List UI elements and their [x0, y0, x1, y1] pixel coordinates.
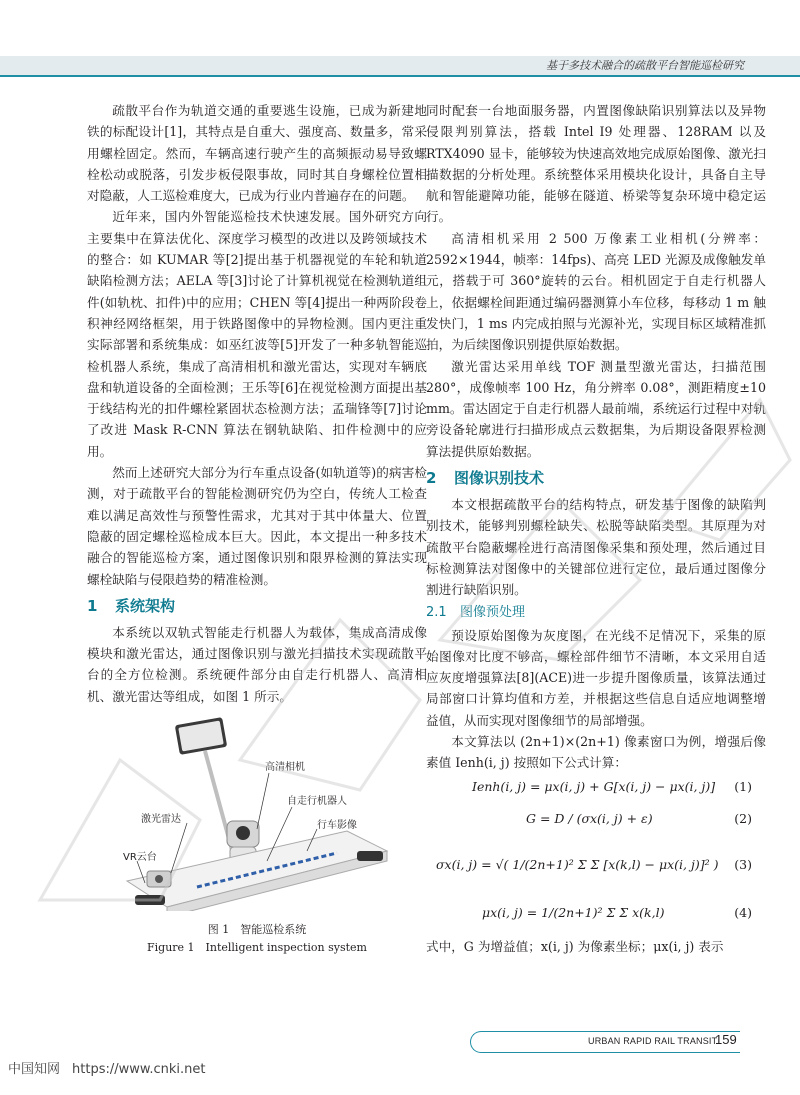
subsection-title: 图像预处理	[460, 604, 526, 620]
lidar-icon	[147, 871, 171, 887]
label-camera: 高清相机	[265, 762, 305, 774]
paragraph: 本文算法以 (2n+1)×(2n+1) 像素窗口为例，增强后像素值 Ienh(i, j) 按照如下公式计算：	[426, 734, 766, 771]
paragraph: 高清相机采用 2 500 万像素工业相机(分辨率：2592×1944，帧率：14fps)、高亮 LED 光源及成像触发单元，搭载于可 360°旋转的云台。相机固定于自走行机器人上，依据螺栓间距通过编码器测算小车位移，每移动 1 m 触发快门，1 ms 内完成拍照与光源补光，实现目标区域精准抓拍，为后续图像识别提供原始数据。	[426, 230, 766, 353]
equation-1	[426, 774, 766, 800]
equation-2	[426, 800, 766, 840]
equation-text: G = D / (σx(i, j) + ε)	[526, 810, 653, 826]
cnki-footer	[8, 1058, 205, 1077]
subsection-heading	[426, 601, 766, 625]
paragraph: 激光雷达采用单线 TOF 测量型激光雷达，扫描范围 280°，成像帧率 100 Hz，角分辨率 0.08°，测距精度±10 mm。雷达固定于自走行机器人最前端，系统运行过程中对轨旁设备轮廓进行扫描形成点云数据集，为后期设备限界检测算法提供原始数据。	[426, 358, 766, 459]
paragraph: 本系统以双轨式智能走行机器人为载体，集成高清成像模块和激光雷达，通过图像识别与激光扫描技术实现疏散平台的全方位检测。系统硬件部分由自走行机器人、高清相机、激光雷达等组成，如图 1 所示。	[87, 624, 427, 704]
equation-number: (3)	[734, 856, 752, 872]
equation-number: (4)	[734, 904, 752, 920]
equation-text: Ienh(i, j) = μx(i, j) + G[x(i, j) − μx(i, j)]	[472, 778, 716, 794]
footer-journal-name: URBAN RAPID RAIL TRANSIT	[588, 1036, 718, 1046]
section-number: 2	[426, 469, 437, 488]
equation-number: (2)	[734, 810, 752, 826]
section-heading	[87, 590, 427, 622]
section-title: 图像识别技术	[454, 469, 545, 488]
equation-number: (1)	[734, 778, 752, 794]
paragraph: 式中，G 为增益值；x(i, j) 为像素坐标；μx(i, j) 表示	[426, 938, 724, 954]
paragraph: 疏散平台作为轨道交通的重要逃生设施，已成为新建地铁的标配设计[1]，其特点是自重大、强度高、数量多，常采用螺栓固定。然而，车辆高速行驶产生的高频振动易导致螺栓松动或脱落，引发步板侵限事故，同时其自身螺栓位置相对隐蔽，人工巡检难度大，已成为行业内普遍存在的问题。	[87, 103, 427, 204]
running-header-title: 基于多技术融合的疏散平台智能巡检研究	[546, 59, 744, 72]
section-title: 系统架构	[115, 596, 176, 615]
label-lidar: 激光雷达	[141, 814, 181, 826]
equation-4	[426, 892, 766, 936]
paragraph: 本文根据疏散平台的结构特点，研发基于图像的缺陷判别技术，能够判别螺栓缺失、松脱等缺陷类型。其原理为对疏散平台隐蔽螺栓进行高清图像采集和预处理，然后通过目标检测算法对图像中的关键部位进行定位，最后通过图像分割进行缺陷识别。	[426, 497, 766, 598]
figure-caption-cn: 图 1 智能巡检系统	[207, 923, 307, 937]
header-rule	[0, 75, 800, 77]
figure-caption-en: Figure 1 Intelligent inspection system	[147, 941, 367, 955]
label-imaging: 行车影像	[317, 820, 357, 832]
right-column	[426, 100, 766, 957]
cnki-name: 中国知网	[8, 1062, 61, 1077]
robot-illustration	[87, 711, 427, 911]
paragraph: 然而上述研究大部分为行车重点设备(如轨道等)的病害检测，对于疏散平台的智能检测研究仍为空白，传统人工检查难以满足高效性与预警性需求，尤其对于其中体量大、位置隐蔽的固定螺栓巡检成本巨大。因此，本文提出一种多技术融合的智能巡检方案，通过图像识别和限界检测的算法实现螺栓缺陷与侵限趋势的精准检测。	[87, 465, 427, 587]
paragraph: 预设原始图像为灰度图，在光线不足情况下，采集的原始图像对比度不够高，螺栓部件细节不清晰，本文采用自适应灰度增强算法[8](ACE)进一步提升图像质量，该算法通过局部窗口计算均值和方差，并根据这些信息自适应地调整增益值，从而实现对图像细节的局部增强。	[426, 627, 766, 728]
figure-inspection-system	[87, 711, 427, 921]
subsection-number: 2.1	[426, 604, 447, 620]
section-heading	[426, 462, 766, 494]
left-column	[87, 100, 427, 957]
paragraph: 同时配套一台地面服务器，内置图像缺陷识别算法以及异物侵限判别算法，搭载 Intel I9 处理器、128RAM 以及 RTX4090 显卡，能够较为快速高效地完成原始图像、激光扫描数据的分析处理。系统整体采用模块化设计，具备自主导航和智能避障功能，能够在隧道、桥梁等复杂环境中稳定运行。	[426, 103, 766, 225]
cnki-url[interactable]: https://www.cnki.net	[72, 1062, 206, 1077]
label-robot: 自走行机器人	[287, 796, 347, 808]
tablet-icon	[175, 717, 227, 755]
paragraph: 近年来，国内外智能巡检技术快速发展。国外研究方向主要集中在算法优化、深度学习模型的改进以及跨领域技术的整合：如 KUMAR 等[2]提出基于机器视觉的车轮和轨道缺陷检测方法；AELA 等[3]讨论了计算机视觉在检测轨道组件(如轨枕、扣件)中的应用；CHEN 等[4]提出一种两阶段卷积神经网络框架，用于铁路图像中的异物检测。国内更注重实际部署和系统集成：如巫红波等[5]开发了一种多轨智能巡检机器人系统，集成了高清相机和激光雷达，实现对车辆底盘和轨道设备的全面检测；王乐等[6]在视觉检测方面提出基于线结构光的扣件螺栓紧固状态检测方法；孟瑞锋等[7]讨论了改进 Mask R-CNN 算法在钢轨缺陷、扣件检测中的应用。	[87, 209, 427, 459]
page-number: 159	[715, 1032, 737, 1047]
equation-text: σx(i, j) = √( 1/(2n+1)² Σ Σ [x(k,l) − μx(i, j)]² )	[436, 856, 719, 872]
equation-text: μx(i, j) = 1/(2n+1)² Σ Σ x(k,l)	[482, 904, 665, 920]
section-number: 1	[87, 596, 98, 615]
label-vr: VR云台	[123, 852, 157, 864]
equation-3	[426, 840, 766, 892]
